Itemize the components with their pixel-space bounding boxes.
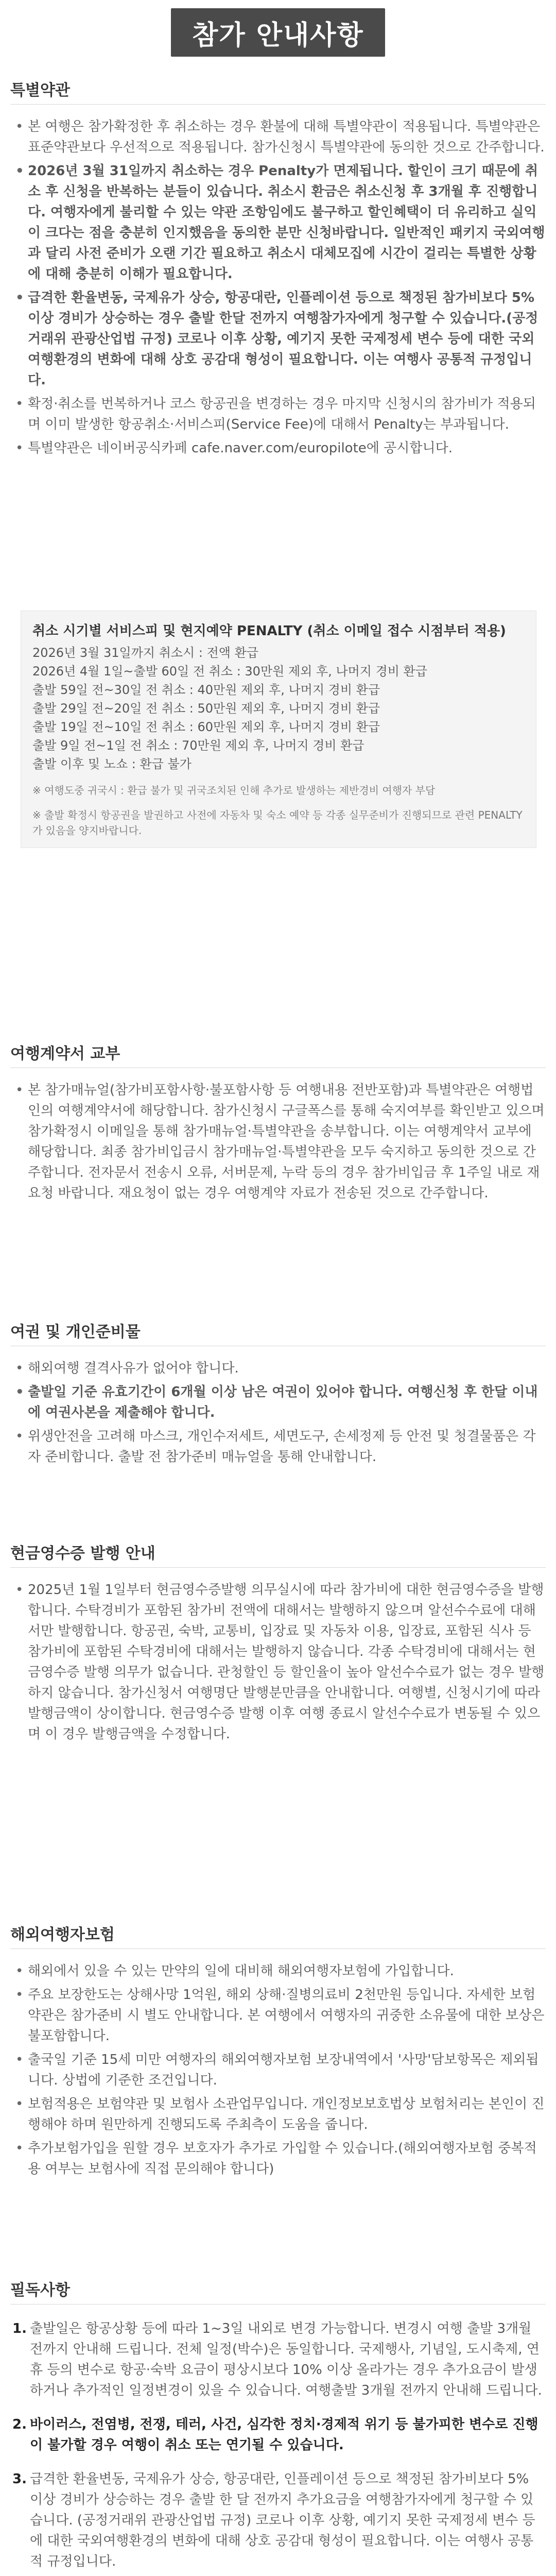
penalty-box-title: 취소 시기별 서비스피 및 현지예약 PENALTY (취소 이메일 접수 시점부터 적용) [32, 623, 506, 639]
list-item: • 해외에서 있을 수 있는 만약의 일에 대비해 해외여행자보험에 가입합니다. [10, 1961, 546, 1981]
list-item: • 본 여행은 참가확정한 후 취소하는 경우 환불에 대해 특별약관이 적용됩니다. 특별약관은 표준약관보다 우선적으로 적용됩니다. 참가신청시 특별약관에 동의한 것으로 간주합니다. [10, 116, 546, 158]
list-item: 3. 급격한 환율변동, 국제유가 상승, 항공대란, 인플레이션 등으로 책정된 참가비보다 5% 이상 경비가 상승하는 경우 출발 한 달 전까지 추가요금을 여행참가자에게 청구할 수 있습니다. (공정거래위 관광산업법 규정) 코로나 이후 상황, 예기지 못한 국제정세 변수 등에 대한 국외여행환경의 변화에 대해 상호 공감대 형성이 필요합니다. 이는 여행사 공통적 규정입니다. [12, 2471, 535, 2569]
section-title: 여행계약서 교부 [10, 1045, 120, 1063]
list-item: • 해외여행 결격사유가 없어야 합니다. [10, 1358, 546, 1379]
penalty-line: 2026년 3월 31일까지 취소시 : 전액 환급 [32, 646, 258, 660]
divider [10, 1948, 546, 1949]
list-item: • 2026년 3월 31일까지 취소하는 경우 Penalty가 면제됩니다. 할인이 크기 때문에 취소 후 신청을 반복하는 분들이 있습니다. 취소시 환금은 취소신청 후 3개월 후 진행합니다. 여행자에게 불리할 수 있는 약관 조항임에도 불구하고 할인혜택이 더 유리하고 실익이 크다는 점을 충분히 인지했음을 동의한 분만 신청바랍니다. 일반적인 패키지 국외여행과 달리 사전 준비가 오랜 기간 필요하고 취소시 대체모집에 시간이 걸리는 특별한 상황에 대해 충분히 이해가 필요합니다. [10, 161, 546, 284]
section-title: 현금영수증 발행 안내 [10, 1545, 155, 1563]
list-item: 2. 바이러스, 전염병, 전쟁, 테러, 사건, 심각한 정치·경제적 위기 등 불가피한 변수로 진행이 불가할 경우 여행이 취소 또는 연기될 수 있습니다. [12, 2417, 538, 2453]
list-item: 1. 출발일은 항공상황 등에 따라 1~3일 내외로 변경 가능합니다. 변경시 여행 출발 3개월 전까지 안내해 드립니다. 전체 일정(박수)은 동일합니다. 국제행사, 기념일, 도시축제, 연휴 등의 변수로 항공·숙박 요금이 평상시보다 10% 이상 올라가는 경우 추가요금이 발생하거나 추가적인 일정변경이 있을 수 있습니다. 여행출발 3개월 전까지 안내해 드립니다. [12, 2321, 542, 2398]
section-title: 해외여행자보험 [10, 1926, 115, 1944]
list-item: • 추가보험가입을 원할 경우 보호자가 추가로 가입할 수 있습니다.(해외여행자보험 중복적용 여부는 보험사에 직접 문의해야 합니다) [10, 2138, 546, 2179]
list-item: • 주요 보장한도는 상해사망 1억원, 해외 상해·질병의료비 2천만원 등입니다. 자세한 보험약관은 참가준비 시 별도 안내합니다. 본 여행에서 여행자의 귀중한 소유물에 대한 보상은 불포함합니다. [10, 1985, 546, 2046]
special-terms-list [10, 116, 546, 462]
penalty-note: ※ 출발 확정시 항공권을 발권하고 사전에 자동차 및 숙소 예약 등 각종 실무준비가 진행되므로 관련 PENALTY가 있음을 양지바랍니다. [32, 809, 523, 837]
penalty-line: 출발 19일 전~10일 전 취소 : 60만원 제외 후, 나머지 경비 환급 [32, 720, 380, 734]
divider [10, 104, 546, 105]
list-item: • 특별약관은 네이버공식카페 cafe.naver.com/europilote에 공시합니다. [10, 438, 546, 459]
section-title: 필독사항 [10, 2281, 70, 2299]
divider [10, 1567, 546, 1568]
list-item: • 출발일 기준 유효기간이 6개월 이상 남은 여권이 있어야 합니다. 여행신청 후 한달 이내에 여권사본을 제출해야 합니다. [10, 1382, 546, 1423]
penalty-line: 출발 29일 전~20일 전 취소 : 50만원 제외 후, 나머지 경비 환급 [32, 701, 380, 716]
section-title: 특별약관 [10, 81, 70, 99]
insurance-list [10, 1961, 546, 2182]
required-reading-list [10, 2318, 546, 2576]
penalty-note: ※ 여행도중 귀국시 : 환급 불가 및 귀국조치된 인해 추가로 발생하는 제반경비 여행자 부담 [32, 784, 436, 796]
penalty-line: 2026년 4월 1일~출발 60일 전 취소 : 30만원 제외 후, 나머지 경비 환급 [32, 664, 427, 679]
cash-receipt-list [10, 1580, 546, 1748]
penalty-line: 출발 59일 전~30일 전 취소 : 40만원 제외 후, 나머지 경비 환급 [32, 683, 380, 697]
list-item: • 확정·취소를 번복하거나 코스 항공권을 변경하는 경우 마지막 신청시의 참가비가 적용되며 이미 발생한 항공취소·서비스피(Service Fee)에 대해서 Penalty는 부과됩니다. [10, 394, 546, 435]
passport-list [10, 1358, 546, 1470]
list-item: • 출국일 기준 15세 미만 여행자의 해외여행자보험 보장내역에서 '사망'담보항목은 제외됩니다. 상법에 기준한 조건입니다. [10, 2049, 546, 2091]
divider [10, 1067, 546, 1068]
list-item: • 위생안전을 고려해 마스크, 개인수저세트, 세면도구, 손세정제 등 안전 및 청결물품은 각자 준비합니다. 출발 전 참가준비 매뉴얼을 통해 안내합니다. [10, 1426, 546, 1467]
section-title: 여권 및 개인준비물 [10, 1323, 141, 1341]
banner-box [171, 8, 385, 57]
list-item: • 급격한 환율변동, 국제유가 상승, 항공대란, 인플레이션 등으로 책정된 참가비보다 5% 이상 경비가 상승하는 경우 출발 한달 전까지 여행참가자에게 청구할 수 있습니다.(공정거래위 관광산업법 규정) 코로나 이후 상황, 예기지 못한 국제정세 변수 등에 대한 국외여행환경의 변화에 대해 상호 공감대 형성이 필요합니다. 이는 여행사 공통적 규정입니다. [10, 287, 546, 391]
penalty-line: 출발 9일 전~1일 전 취소 : 70만원 제외 후, 나머지 경비 환급 [32, 738, 364, 753]
contract-list [10, 1080, 546, 1207]
penalty-line: 출발 이후 및 노쇼 : 환급 불가 [32, 757, 192, 771]
list-item: • 보험적용은 보험약관 및 보험사 소관업무입니다. 개인정보보호법상 보험처리는 본인이 진행해야 하며 원만하게 진행되도록 주최측이 도움을 줍니다. [10, 2094, 546, 2135]
page-title: 참가 안내사항 [192, 20, 364, 51]
list-item: • 2025년 1월 1일부터 현금영수증발행 의무실시에 따라 참가비에 대한 현금영수증을 발행합니다. 수탁경비가 포함된 참가비 전액에 대해서는 발행하지 않으며 알선수수료에 대해서만 발행합니다. 항공권, 숙박, 교통비, 입장료 및 자동차 이용, 입장료, 포함된 식사 등 참가비에 포함된 수탁경비에 대해서는 발행하지 않습니다. 각종 수탁경비에 대해서는 현금영수증 발행 의무가 없습니다. 관청할인 등 할인율이 높아 알선수수료가 없는 경우 발행하지 않습니다. 참가신청서 여행명단 발행분만큼을 안내합니다. 여행별, 신청시기에 따라 발행금액이 상이합니다. 현금영수증 발행 이후 여행 종료시 알선수수료가 변동될 수 있으며 이 경우 발행금액을 수정합니다. [10, 1580, 546, 1744]
header-banner [0, 0, 556, 62]
penalty-box [21, 611, 536, 848]
list-item: • 본 참가매뉴얼(참가비포함사항·불포함사항 등 여행내용 전반포함)과 특별약관은 여행법인의 여행계약서에 해당합니다. 참가신청시 구글폭스를 통해 숙지여부를 확인받고 있으며 참가확정시 이메일을 통해 참가매뉴얼·특별약관을 송부합니다. 이는 여행계약서 교부에 해당합니다. 최종 참가비입금시 참가매뉴얼·특별약관을 모두 숙지하고 동의한 것으로 간주합니다. 전자문서 전송시 오류, 서버문제, 누락 등의 경우 참가비입금 후 1주일 내로 재요청 바랍니다. 재요청이 없는 경우 여행계약 자료가 전송된 것으로 간주합니다. [10, 1080, 546, 1204]
